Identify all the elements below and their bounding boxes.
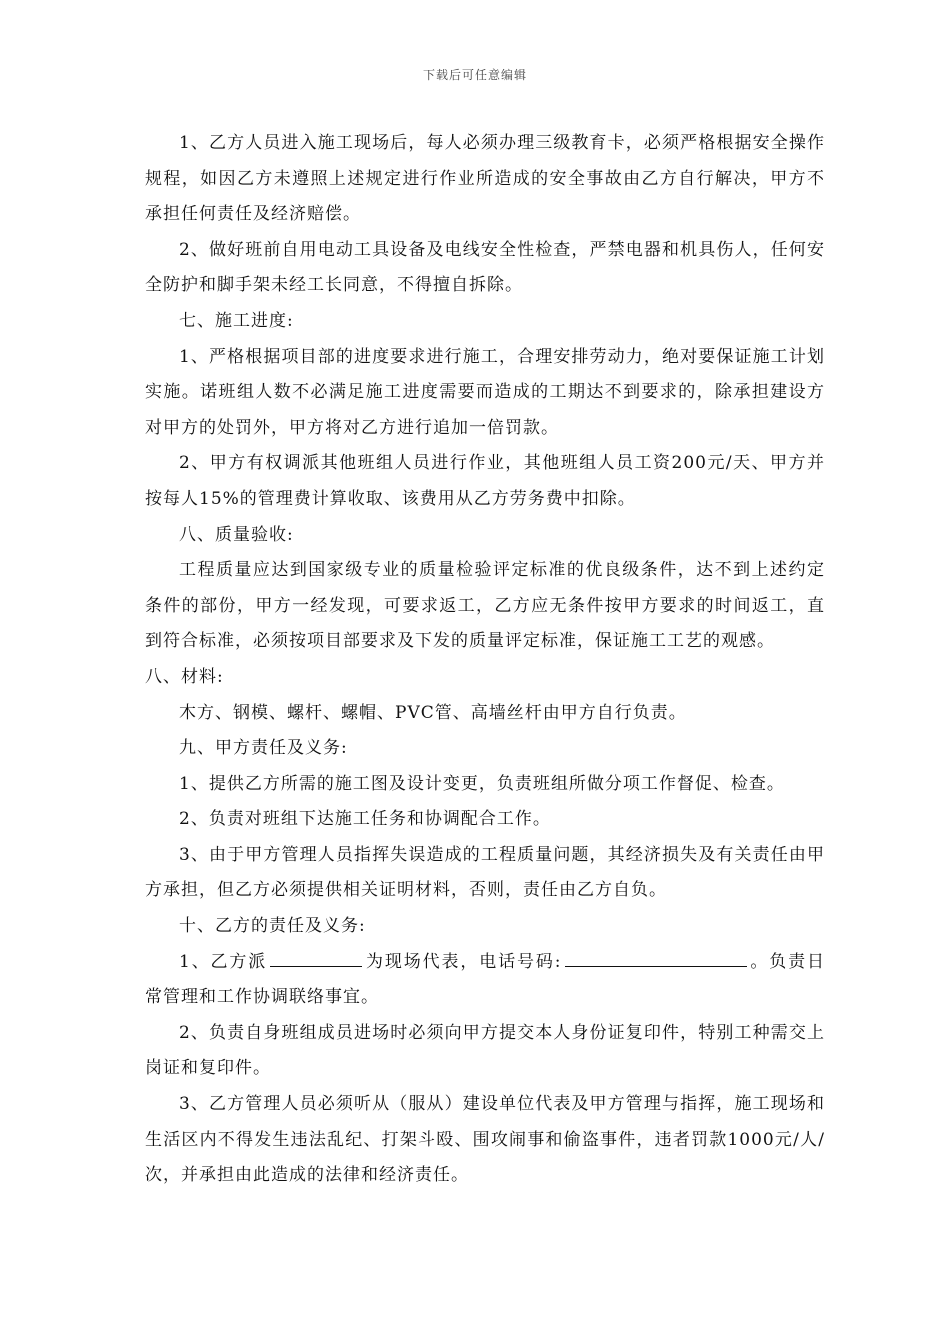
section-heading-party-a-duties: 九、甲方责任及义务: [179,738,348,759]
paragraph-safety-education: 1、乙方人员进入施工现场后，每人必须办理三级教育卡，必须严格根据安全操作规程，如因乙方未遵照上述规定进行作业所造成的安全事故由乙方自行解决，甲方不承担任何责任及经济赔偿。 [145,133,825,225]
document-body [145,126,825,1194]
representative-blank [270,965,362,967]
paragraph-party-b-representative [145,945,825,1016]
paragraph-materials: 木方、钢模、螺杆、螺帽、PVC管、高墙丝杆由甲方自行负责。 [179,702,687,723]
phone-blank [565,965,747,967]
section-heading-progress: 七、施工进度: [179,310,294,331]
paragraph-party-a-liability: 3、由于甲方管理人员指挥失误造成的工程质量问题，其经济损失及有关责任由甲方承担，但乙方必须提供相关证明材料，否则，责任由乙方自负。 [145,844,825,901]
section-heading-materials: 八、材料: [145,666,224,687]
paragraph-party-b-id-copies: 2、负责自身班组成员进场时必须向甲方提交本人身份证复印件，特别工种需交上岗证和复印件。 [145,1022,825,1079]
paragraph-dispatch-workers: 2、甲方有权调派其他班组人员进行作业，其他班组人员工资200元/天、甲方并按每人15%的管理费计算收取、该费用从乙方劳务费中扣除。 [145,453,825,509]
section-heading-quality: 八、质量验收: [179,524,294,545]
paragraph-party-a-tasks: 2、负责对班组下达施工任务和协调配合工作。 [179,809,551,830]
paragraph-tool-inspection: 2、做好班前自用电动工具设备及电线安全性检查，严禁电器和机具伤人，任何安全防护和脚手架未经工长同意，不得擅自拆除。 [145,239,825,296]
paragraph-party-b-discipline: 3、乙方管理人员必须听从（服从）建设单位代表及甲方管理与指挥，施工现场和生活区内不得发生违法乱纪、打架斗殴、围攻闹事和偷盗事件，违者罚款1000元/人/次，并承担由此造成的法律和经济责任。 [145,1094,825,1186]
header-note: 下载后可任意编辑 [422,68,527,82]
paragraph-quality-standard: 工程质量应达到国家级专业的质量检验评定标准的优良级条件，达不到上述约定条件的部份，甲方一经发现，可要求返工，乙方应无条件按甲方要求的时间返工，直到符合标准，必须按项目部要求及下发的质量评定标准，保证施工工艺的观感。 [145,560,825,652]
representative-label: 1、乙方派 [179,951,268,972]
representative-duty: 。负责日常管理和工作协调联络事宜。 [145,951,826,1008]
paragraph-party-a-drawings: 1、提供乙方所需的施工图及设计变更，负责班组所做分项工作督促、检查。 [179,773,785,794]
phone-label: 为现场代表，电话号码: [365,951,562,972]
paragraph-progress-requirement: 1、严格根据项目部的进度要求进行施工，合理安排劳动力，绝对要保证施工计划实施。诺班组人数不必满足施工进度需要而造成的工期达不到要求的，除承担建设方对甲方的处罚外，甲方将对乙方进行追加一倍罚款。 [145,346,825,438]
section-heading-party-b-duties: 十、乙方的责任及义务: [179,916,366,937]
